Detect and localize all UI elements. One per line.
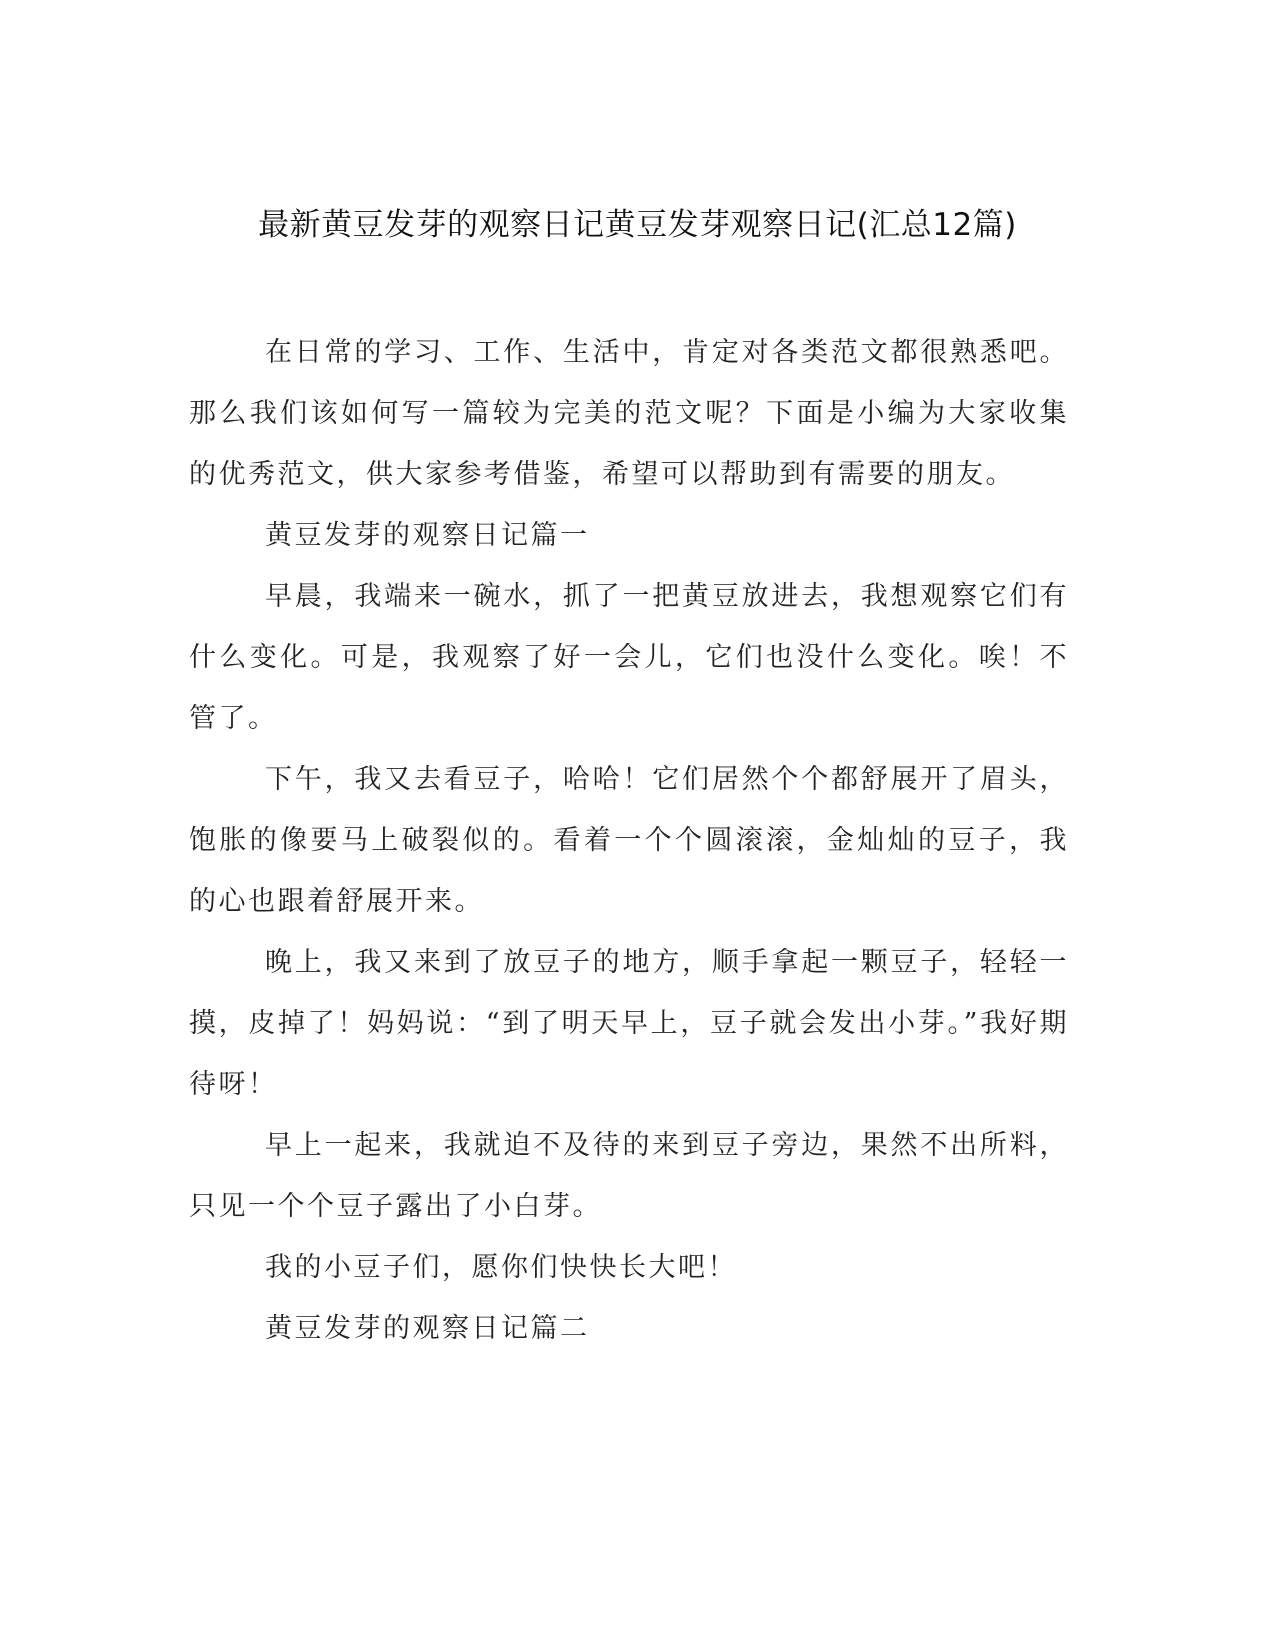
section-heading-2: 黄豆发芽的观察日记篇二 (265, 1313, 590, 1344)
body-paragraph: 晚上，我又来到了放豆子的地方，顺手拿起一颗豆子，轻轻一摸，皮掉了！妈妈说：“到了明天早上，豆子就会发出小芽。”我好期待呀！ (189, 947, 1069, 1100)
document-body (189, 322, 1069, 1359)
section-heading-1: 黄豆发芽的观察日记篇一 (265, 520, 590, 551)
body-paragraph: 早晨，我端来一碗水，抓了一把黄豆放进去，我想观察它们有什么变化。可是，我观察了好一会儿，它们也没什么变化。唉！不管了。 (189, 581, 1069, 734)
document-title: 最新黄豆发芽的观察日记黄豆发芽观察日记(汇总12篇) (258, 207, 1017, 243)
body-paragraph: 早上一起来，我就迫不及待的来到豆子旁边，果然不出所料，只见一个个豆子露出了小白芽。 (189, 1130, 1069, 1222)
intro-paragraph: 在日常的学习、工作、生活中，肯定对各类范文都很熟悉吧。那么我们该如何写一篇较为完美的范文呢？下面是小编为大家收集的优秀范文，供大家参考借鉴，希望可以帮助到有需要的朋友。 (189, 337, 1069, 490)
body-paragraph: 下午，我又去看豆子，哈哈！它们居然个个都舒展开了眉头，饱胀的像要马上破裂似的。看着一个个圆滚滚，金灿灿的豆子，我的心也跟着舒展开来。 (189, 764, 1069, 917)
body-paragraph: 我的小豆子们，愿你们快快长大吧！ (265, 1252, 737, 1283)
